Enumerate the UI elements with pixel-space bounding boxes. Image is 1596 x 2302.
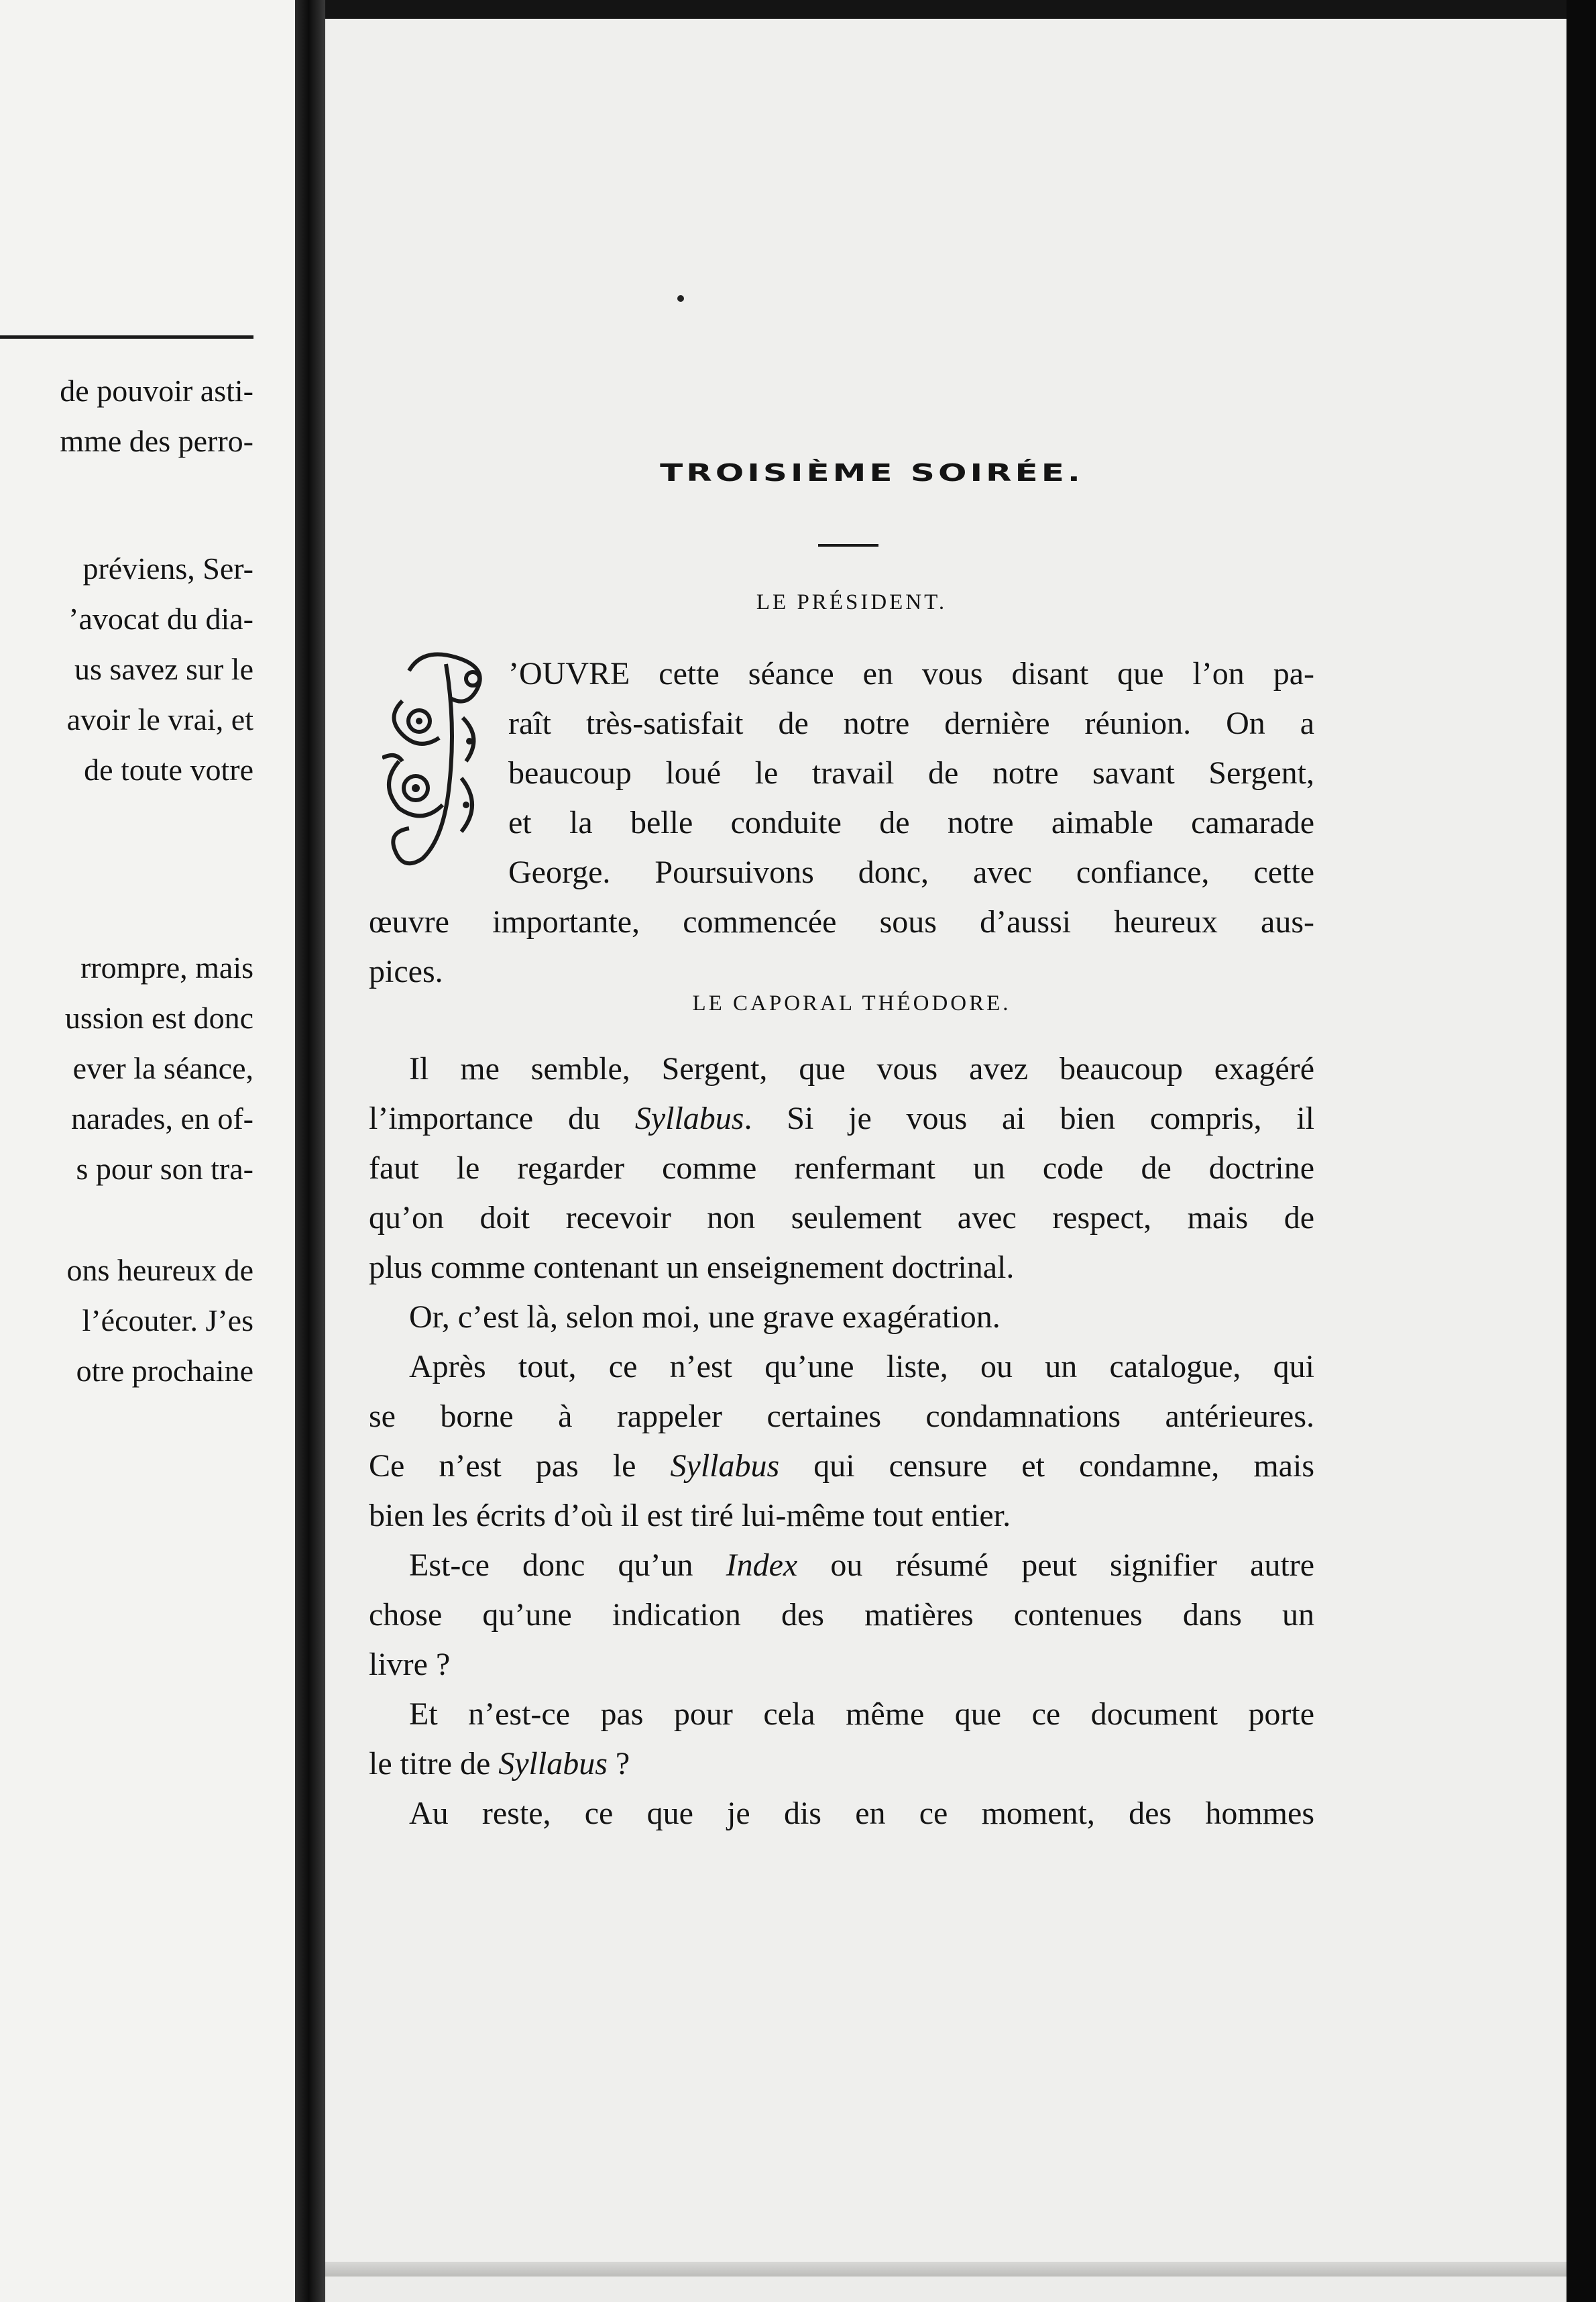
text-line: pices. xyxy=(369,954,443,989)
text-line: Il me semble, Sergent, que vous avez beaucoup exagéré xyxy=(409,1051,1314,1087)
speaker-name: LE CAPORAL THÉODORE. xyxy=(692,991,1011,1016)
text-line: Or, c’est là, selon moi, une grave exagération. xyxy=(409,1299,1001,1335)
left-line: avoir le vrai, et xyxy=(66,702,253,736)
print-speck xyxy=(677,295,684,302)
left-line: de pouvoir asti- xyxy=(60,374,253,408)
paragraph-president xyxy=(369,649,1314,997)
text-line: le titre de Syllabus ? xyxy=(369,1746,630,1782)
text-line: chose qu’une indication des matières contenues dans un xyxy=(369,1597,1314,1633)
text-line: George. Poursuivons donc, avec confiance, cette xyxy=(508,855,1314,890)
left-page-text xyxy=(0,366,253,1396)
italic-syllabus: Syllabus xyxy=(670,1448,780,1484)
left-line: de toute votre xyxy=(84,753,253,787)
left-line: us savez sur le xyxy=(74,652,253,686)
left-line: s pour son tra- xyxy=(76,1152,253,1186)
left-line: ons heureux de xyxy=(66,1253,253,1287)
text-line: Au reste, ce que je dis en ce moment, des hommes xyxy=(409,1796,1314,1831)
left-page-rule xyxy=(0,335,253,339)
text-line: ’OUVRE cette séance en vous disant que l’on pa- xyxy=(508,656,1314,692)
text-line: faut le regarder comme renfermant un code de doctrine xyxy=(369,1150,1314,1186)
left-line: l’écouter. J’es xyxy=(82,1303,253,1337)
text-line: beaucoup loué le travail de notre savant Sergent, xyxy=(508,755,1314,791)
paragraph-caporal xyxy=(369,1044,1314,1839)
top-scan-edge xyxy=(325,0,1566,19)
italic-syllabus: Syllabus xyxy=(498,1746,608,1782)
text-line: livre ? xyxy=(369,1647,451,1682)
text-line: bien les écrits d’où il est tiré lui-même tout entier. xyxy=(369,1498,1011,1533)
book-gutter xyxy=(295,0,325,2302)
left-line: ussion est donc xyxy=(64,1001,253,1035)
text-line: Est-ce donc qu’un Index ou résumé peut signifier autre xyxy=(409,1547,1315,1583)
text-line: Après tout, ce n’est qu’une liste, ou un catalogue, qui xyxy=(409,1349,1314,1384)
speaker-name: LE PRÉSIDENT. xyxy=(756,590,948,614)
text-line: Et n’est-ce pas pour cela même que ce document porte xyxy=(409,1696,1314,1732)
bottom-page-edge xyxy=(325,2262,1566,2277)
left-line: narades, en of- xyxy=(70,1101,253,1136)
right-scan-border xyxy=(1566,0,1596,2302)
left-line: mme des perro- xyxy=(60,424,253,458)
text-line: plus comme contenant un enseignement doctrinal. xyxy=(369,1250,1015,1285)
text-line: et la belle conduite de notre aimable camarade xyxy=(508,805,1314,840)
chapter-heading: TROISIÈME SOIRÉE. xyxy=(660,459,1084,487)
text-line: œuvre importante, commencée sous d’aussi heureux aus- xyxy=(369,904,1314,940)
italic-index: Index xyxy=(726,1547,798,1583)
text-line: raît très-satisfait de notre dernière réunion. On a xyxy=(508,706,1314,741)
italic-syllabus: Syllabus xyxy=(634,1101,744,1136)
left-line: ’avocat du dia- xyxy=(68,602,253,636)
text-line: qu’on doit recevoir non seulement avec respect, mais de xyxy=(369,1200,1314,1236)
left-line: rrompre, mais xyxy=(80,950,253,985)
text-line: Ce n’est pas le Syllabus qui censure et condamne, mais xyxy=(369,1448,1314,1484)
left-line: préviens, Ser- xyxy=(82,551,253,586)
text-line: se borne à rappeler certaines condamnations antérieures. xyxy=(369,1399,1314,1434)
heading-rule xyxy=(818,544,878,547)
left-page-fragment xyxy=(0,0,295,2302)
text-line: l’importance du Syllabus. Si je vous ai bien compris, il xyxy=(369,1101,1314,1136)
left-line: otre prochaine xyxy=(76,1354,253,1388)
left-line: ever la séance, xyxy=(72,1051,253,1085)
